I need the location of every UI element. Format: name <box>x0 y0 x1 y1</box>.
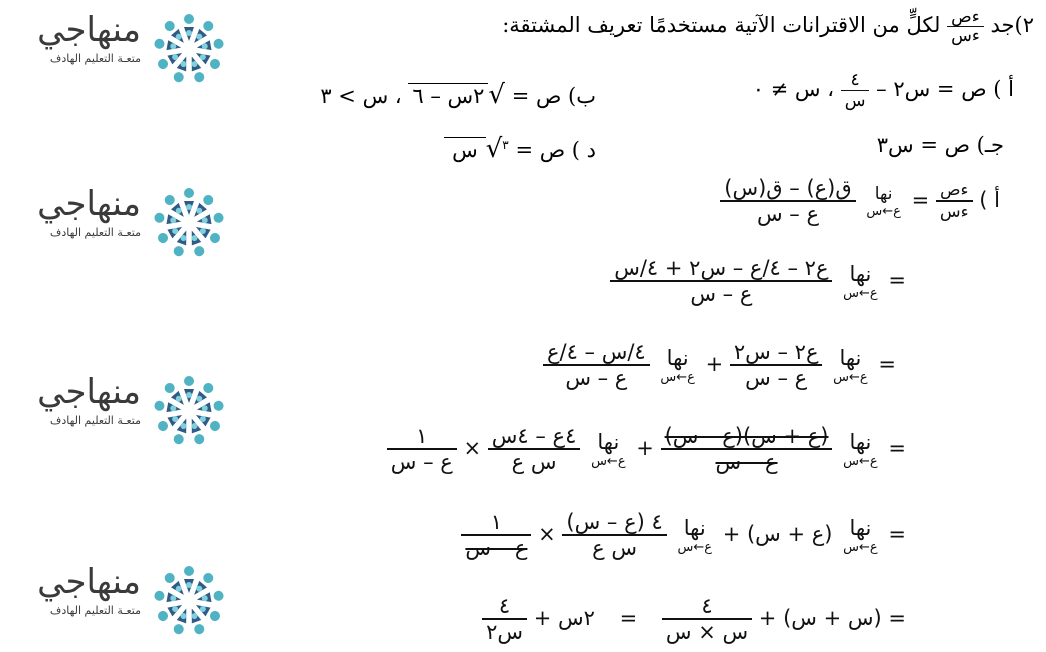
question-text: لكلٍّ من الاقترانات الآتية مستخدمًا تعريف المشتقة: <box>502 13 941 37</box>
derivative-fraction: $\frac{\text{ءص}}{\text{ءس}}$ <box>947 8 984 45</box>
part-b: ب) ص = √٢س – ٦ ، س > ٣ <box>320 80 596 110</box>
solution-line-5: = نها ع←س (ع + س) + نها ع←س $\frac{\text{٤ (ع – س)}}{\text{س ع}}$ × $\frac{١}{\text{ع – س}}$ <box>461 510 906 560</box>
part-c: جـ) ص = س٣ <box>876 133 1004 157</box>
question-title <box>502 8 1034 45</box>
radical-sign: √ <box>488 80 505 110</box>
part-a: أ ) ص = س٢ – $\frac{٤}{\text{س}}$ ، س ≠ ٠ <box>752 70 1014 111</box>
solution-line-3: = نها ع←س $\frac{\text{ع٢ – س٢}}{\text{ع – س}}$ + نها ع←س $\frac{\text{٤/س – ٤/ع}}{\text{ع – س}}$ <box>543 340 896 390</box>
solution-line-2: = نها ع←س $\frac{\text{ع٢ – ٤/ع – س٢ + ٤/س}}{\text{ع – س}}$ <box>610 256 906 306</box>
logo <box>6 182 231 262</box>
brand-name: منهاجي <box>37 562 141 602</box>
snowflake-people-icon <box>148 182 230 264</box>
brand-tagline: متعـة التعليم الهادف <box>49 604 141 617</box>
question-number: ٢) <box>1014 13 1034 37</box>
radical-sign: √ <box>485 134 503 164</box>
snowflake-people-icon <box>148 370 230 452</box>
brand-name: منهاجي <box>37 184 141 224</box>
question-verb: جد <box>990 13 1015 37</box>
snowflake-people-icon <box>148 8 230 90</box>
solution-line-4: = نها ع←س $\frac{\text{(ع + س)(ع – س)}}{\text{ع – س}}$ + نها ع←س $\frac{\text{٤ع – ٤س}}{\text{س ع}}$ × $\frac{١}{\text{ع – س}}$ <box>387 424 906 474</box>
logo <box>6 8 231 88</box>
snowflake-people-icon <box>148 560 230 642</box>
brand-tagline: متعـة التعليم الهادف <box>49 226 141 239</box>
part-d: د ) ص = $^٣$√س <box>444 130 596 165</box>
brand-name: منهاجي <box>37 10 141 50</box>
brand-tagline: متعـة التعليم الهادف <box>49 52 141 65</box>
logo <box>6 370 231 450</box>
brand-name: منهاجي <box>37 372 141 412</box>
solution-line-6: = (س + س) + $\frac{٤}{\text{س × س}}$ = ٢س + $\frac{٤}{\text{س٢}}$ <box>482 594 906 644</box>
solution-line-1: أ ) $\frac{\text{ءص}}{\text{ءس}}$ = نها ع←س $\frac{\text{ق(ع) – ق(س)}}{\text{ع – س}}$ <box>720 176 1000 226</box>
logo <box>6 560 231 640</box>
brand-tagline: متعـة التعليم الهادف <box>49 414 141 427</box>
